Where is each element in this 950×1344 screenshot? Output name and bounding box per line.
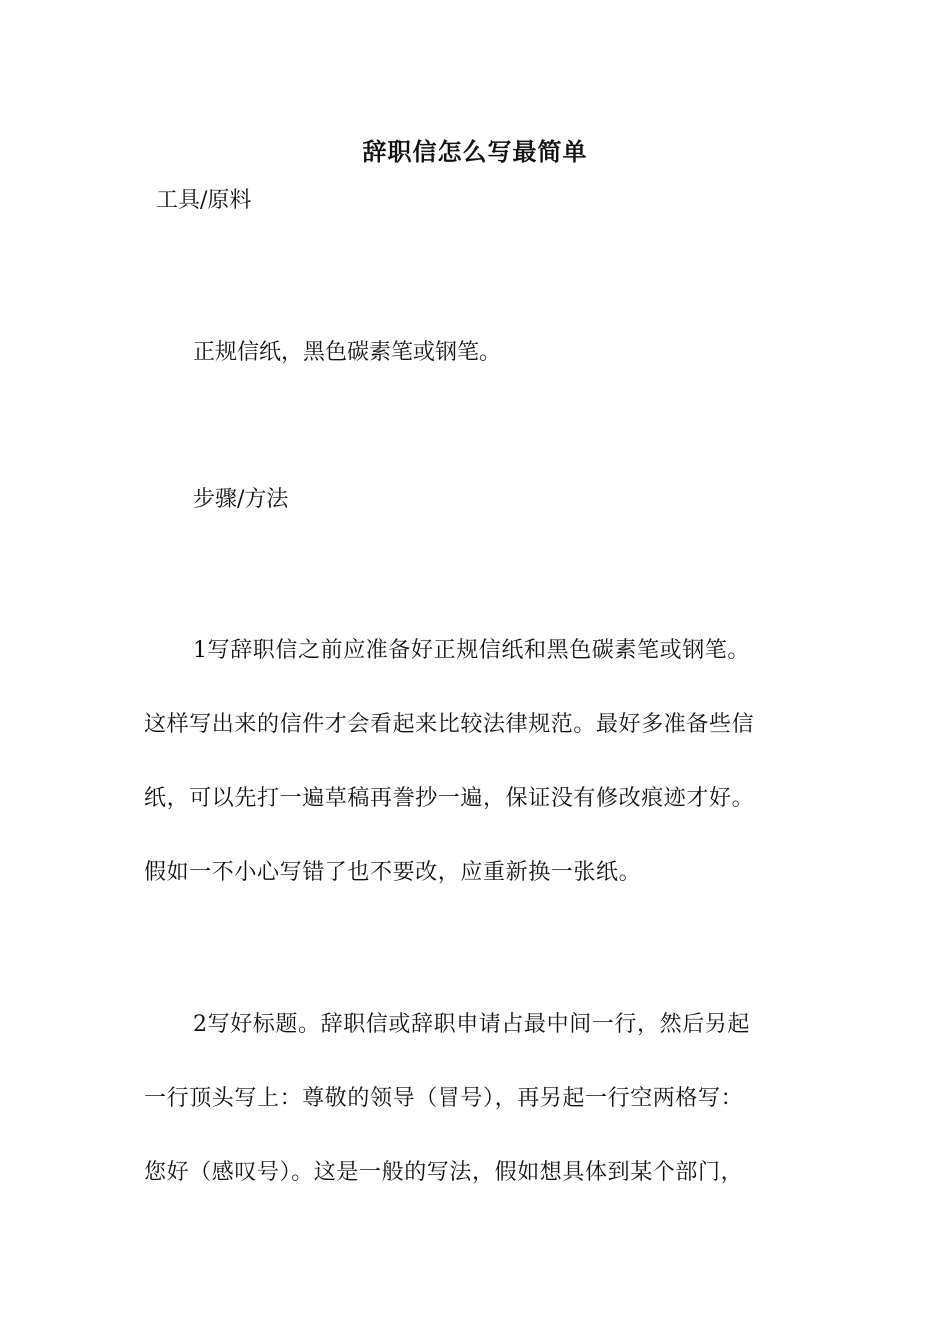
document-title: 辞职信怎么写最简单	[362, 137, 588, 166]
tools-heading: 工具/原料	[156, 188, 252, 213]
step-1-line-3: 纸，可以先打一遍草稿再誊抄一遍，保证没有修改痕迹才好。	[144, 786, 755, 811]
step-2-line-2: 一行顶头写上：尊敬的领导（冒号），再另起一行空两格写：	[144, 1086, 744, 1111]
step-1-line-1: 1写辞职信之前应准备好正规信纸和黑色碳素笔或钢笔。	[193, 638, 750, 663]
step-1-line-4: 假如一不小心写错了也不要改，应重新换一张纸。	[144, 860, 642, 885]
step-2-line-1: 2写好标题。辞职信或辞职申请占最中间一行，然后另起	[193, 1012, 750, 1037]
steps-heading: 步骤/方法	[193, 487, 289, 512]
step-paragraph-2	[144, 988, 809, 1210]
materials-text: 正规信纸，黑色碳素笔或钢笔。	[193, 340, 502, 365]
step-paragraph-1	[144, 614, 809, 910]
step-1-line-2: 这样写出来的信件才会看起来比较法律规范。最好多准备些信	[144, 712, 755, 737]
step-2-line-3: 您好（感叹号）。这是一般的写法，假如想具体到某个部门，	[144, 1160, 744, 1185]
